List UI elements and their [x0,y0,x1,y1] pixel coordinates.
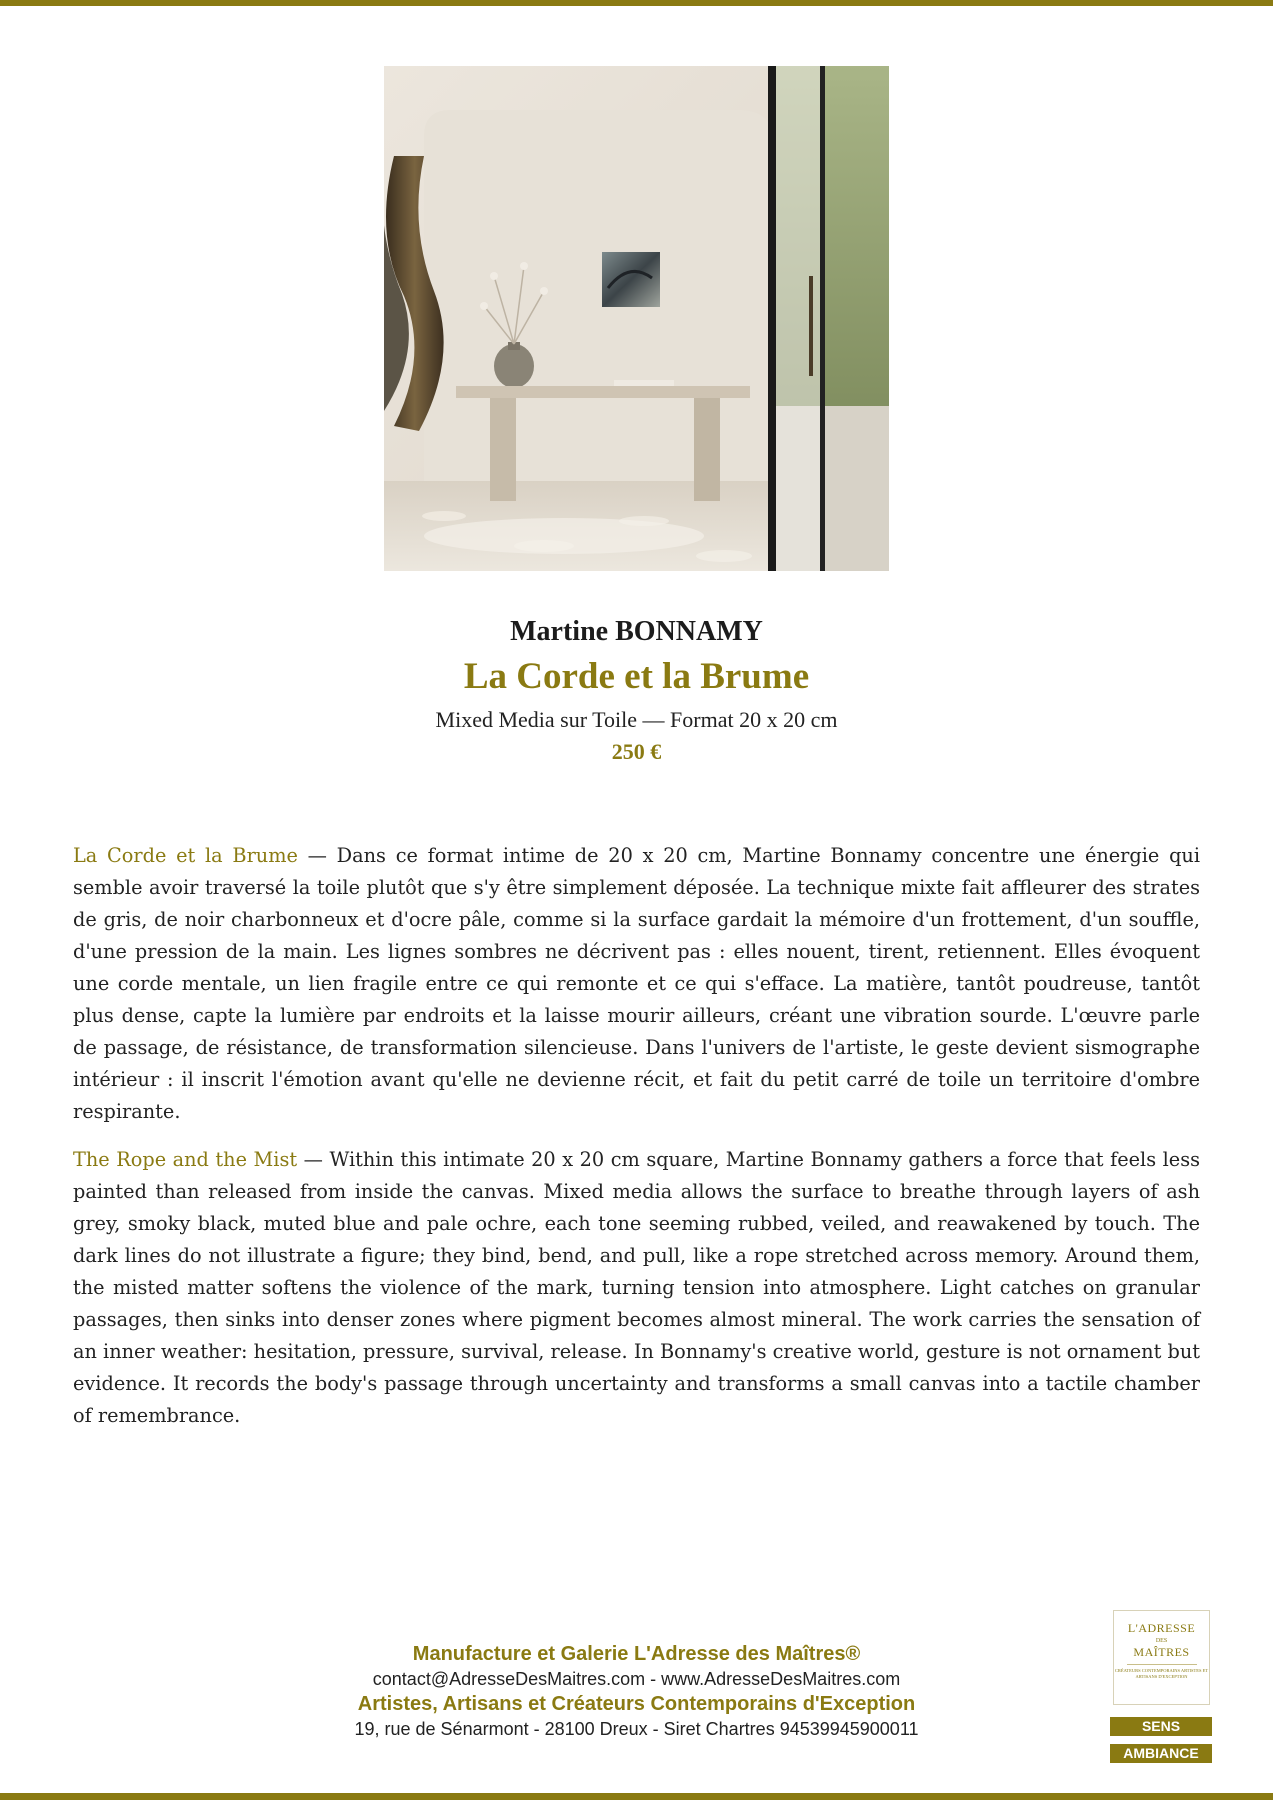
gallery-tagline: Artistes, Artisans et Créateurs Contemporains d'Exception [357,1693,916,1715]
description-french [73,840,1200,1128]
gallery-contact: contact@AdresseDesMaitres.com - www.AdresseDesMaitres.com [372,1669,901,1689]
gallery-address: 19, rue de Sénarmont - 28100 Dreux - Siret Chartres 94539945900011 [354,1719,919,1739]
description-french-lead: La Corde et la Brume [73,844,298,867]
logo-line-4: CRÉATEURS CONTEMPORAINS ARTISTES ET ARTISANS D'EXCEPTION [1114,1668,1209,1679]
artwork-price: 250 € [611,739,662,764]
artwork-title: La Corde et la Brume [463,656,810,697]
artist-name: Martine BONNAMY [510,616,763,647]
gallery-logo [1113,1610,1210,1705]
logo-line-1: L'ADRESSE [1127,1621,1196,1635]
artwork-description [73,840,1200,1448]
description-english [73,1144,1200,1432]
badge-ambiance: AMBIANCE [1110,1744,1212,1763]
description-english-lead: The Rope and the Mist [73,1148,298,1171]
artwork-interior-photo [384,66,889,571]
logo-divider [1127,1664,1197,1665]
description-french-body: — Dans ce format intime de 20 x 20 cm, Martine Bonnamy concentre une énergie qui semble avoir traversé la toile plutôt que s'y être simplement déposée. La technique mixte fait affleurer des strates de gris, de noir charbonneux et d'ocre pâle, comme si la surface gardait la mémoire d'un frottement, d'un souffle, d'une pression de la main. Les lignes sombres ne décrivent pas : elles nouent, tirent, retiennent. Elles évoquent une corde mentale, un lien fragile entre ce qui remonte et ce qui s'efface. La matière, tantôt poudreuse, tantôt plus dense, capte la lumière par endroits et la laisse mourir ailleurs, créant une vibration sourde. L'œuvre parle de passage, de résistance, de transformation silencieuse. Dans l'univers de l'artiste, le geste devient sismographe intérieur : il inscrit l'émotion avant qu'elle ne devienne récit, et fait du petit carré de toile un territoire d'ombre respirante. [73,844,1200,1123]
bottom-accent-bar [0,1793,1273,1800]
artwork-header [0,612,1273,768]
artwork-medium: Mixed Media sur Toile — Format 20 x 20 cm [435,707,838,732]
gallery-footer [0,1642,1273,1741]
top-accent-bar [0,0,1273,6]
description-english-body: — Within this intimate 20 x 20 cm square, Martine Bonnamy gathers a force that feels less painted than released from inside the canvas. Mixed media allows the surface to breathe through layers of ash grey, smoky black, muted blue and pale ochre, each tone seeming rubbed, veiled, and reawakened by touch. The dark lines do not illustrate a figure; they bind, bend, and pull, like a rope stretched across memory. Around them, the misted matter softens the violence of the mark, turning tension into atmosphere. Light catches on granular passages, then sinks into denser zones where pigment becomes almost mineral. The work carries the sensation of an inner weather: hesitation, pressure, survival, release. In Bonnamy's creative world, gesture is not ornament but evidence. It records the body's passage through uncertainty and transforms a small canvas into a tactile chamber of remembrance. [73,1148,1200,1427]
logo-line-3: MAÎTRES [1133,1645,1190,1659]
logo-line-2: DES [1155,1638,1168,1644]
gallery-name: Manufacture et Galerie L'Adresse des Maîtres® [412,1643,861,1665]
badge-sens: SENS [1110,1717,1212,1736]
